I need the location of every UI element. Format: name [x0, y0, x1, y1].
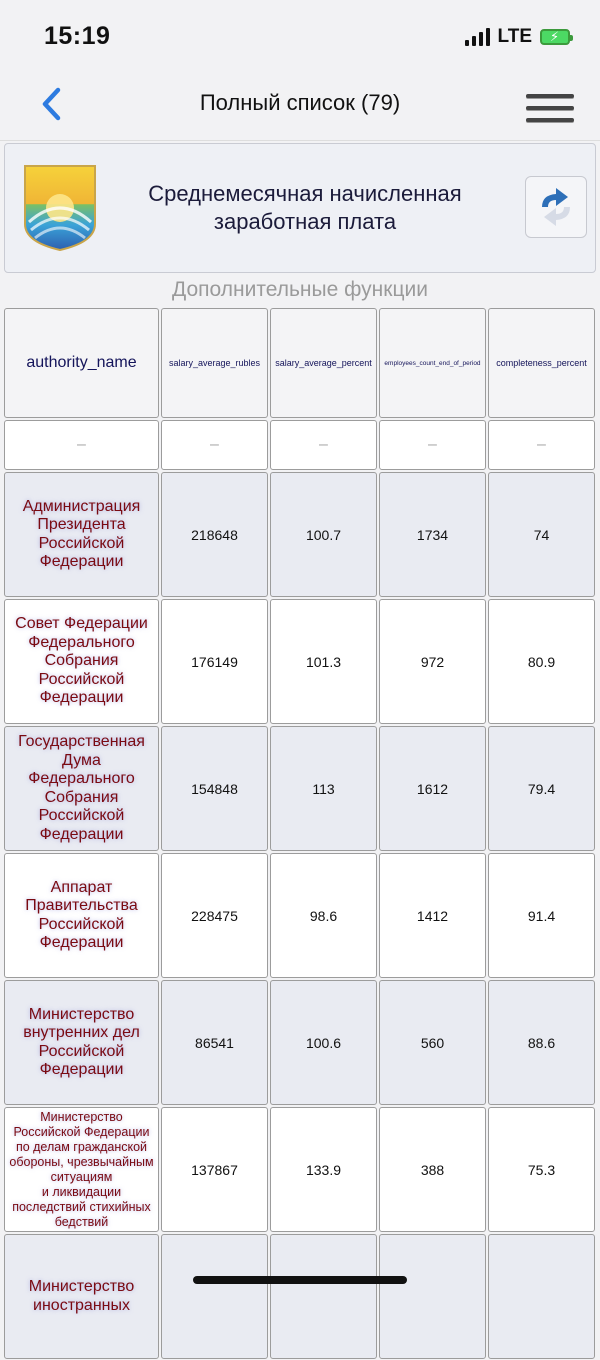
authority-name: [21, 879, 141, 953]
filter-completeness[interactable]: –: [488, 420, 595, 470]
emblem-logo: [23, 164, 97, 252]
column-header-salary-average-rubles[interactable]: salary_average_rubles: [161, 308, 268, 418]
authority-name-line: Аппарат: [50, 878, 113, 896]
authority-name-line: бедствий: [54, 1214, 109, 1229]
employees-count-cell[interactable]: 388: [379, 1107, 486, 1232]
report-title-line1: Среднемесячная начисленная: [148, 181, 462, 206]
report-header: [4, 143, 596, 273]
authority-name-line: Собрания: [44, 652, 119, 670]
table-row[interactable]: [3, 471, 597, 598]
authority-name-line: Российской: [38, 534, 125, 552]
employees-count-cell[interactable]: 1734: [379, 472, 486, 597]
completeness-cell[interactable]: 80.9: [488, 599, 595, 724]
employees-count-cell[interactable]: [379, 1234, 486, 1359]
authority-name-line: Российской Федерации: [13, 1124, 150, 1139]
table-row[interactable]: [3, 979, 597, 1106]
authority-name-line: Министерство: [28, 1005, 135, 1023]
hamburger-menu-icon[interactable]: [526, 94, 574, 128]
completeness-cell[interactable]: 88.6: [488, 980, 595, 1105]
signal-icon: [465, 28, 490, 46]
battery-icon: ⚡: [540, 29, 570, 45]
table-row[interactable]: [3, 1106, 597, 1233]
navigation-bar: [0, 70, 600, 141]
status-bar: [0, 0, 600, 70]
authority-name-line: Российской: [38, 807, 125, 824]
authority-name: [19, 498, 145, 572]
filter-salary-rubles[interactable]: –: [161, 420, 268, 470]
completeness-cell[interactable]: 75.3: [488, 1107, 595, 1232]
table-filter-row: [3, 419, 597, 471]
salary-rubles-cell[interactable]: [161, 1234, 268, 1359]
authority-name-cell[interactable]: [4, 599, 159, 724]
employees-count-cell[interactable]: 560: [379, 980, 486, 1105]
salary-percent-cell[interactable]: 100.6: [270, 980, 377, 1105]
authority-name-line: Администрация: [22, 497, 141, 515]
salary-percent-cell[interactable]: 113: [270, 726, 377, 851]
authority-name-line: ситуациям: [50, 1169, 113, 1184]
authority-name-cell[interactable]: [4, 472, 159, 597]
report-title-line2: заработная плата: [213, 209, 397, 234]
authority-name-line: Президента: [37, 516, 126, 533]
authority-name-line: Министерство: [40, 1109, 123, 1124]
data-table: [3, 307, 597, 1360]
column-header-authority-name[interactable]: authority_name: [4, 308, 159, 418]
refresh-arrows-icon: [526, 177, 586, 237]
authority-name-line: Дума: [62, 751, 101, 769]
salary-percent-cell[interactable]: 98.6: [270, 853, 377, 978]
authority-name-line: Совет Федерации: [15, 615, 148, 633]
salary-rubles-cell[interactable]: 137867: [161, 1107, 268, 1232]
authority-name: [19, 1006, 144, 1080]
column-header-completeness-percent[interactable]: completeness_percent: [488, 308, 595, 418]
table-row[interactable]: [3, 598, 597, 725]
status-icons: [465, 26, 570, 48]
authority-name-line: Федерального: [28, 633, 135, 651]
authority-name-line: иностранных: [33, 1296, 130, 1314]
filter-employees-count[interactable]: –: [379, 420, 486, 470]
column-header-employees-count[interactable]: employees_count_end_of_period: [379, 308, 486, 418]
salary-rubles-cell[interactable]: 176149: [161, 599, 268, 724]
authority-name-line: обороны, чрезвычайным: [9, 1154, 154, 1169]
authority-name-line: и ликвидации: [41, 1184, 122, 1199]
completeness-cell[interactable]: 91.4: [488, 853, 595, 978]
salary-rubles-cell[interactable]: 218648: [161, 472, 268, 597]
employees-count-cell[interactable]: 1612: [379, 726, 486, 851]
table-row[interactable]: [3, 1233, 597, 1360]
authority-name-line: Государственная: [18, 733, 145, 750]
authority-name-line: последствий стихийных: [12, 1199, 151, 1214]
status-time: 15:19: [44, 22, 111, 50]
salary-rubles-cell[interactable]: 86541: [161, 980, 268, 1105]
salary-percent-cell[interactable]: 101.3: [270, 599, 377, 724]
completeness-cell[interactable]: 74: [488, 472, 595, 597]
authority-name-line: Российской: [38, 670, 125, 688]
authority-name-line: Федерации: [39, 689, 124, 707]
authority-name-line: Федерации: [39, 553, 124, 570]
authority-name: [5, 1110, 157, 1230]
authority-name-line: Федерации: [39, 934, 124, 951]
column-header-salary-average-percent[interactable]: salary_average_percent: [270, 308, 377, 418]
filter-salary-percent[interactable]: –: [270, 420, 377, 470]
table-row[interactable]: [3, 725, 597, 852]
authority-name-cell[interactable]: [4, 1107, 159, 1232]
authority-name-line: по делам гражданской: [15, 1139, 148, 1154]
network-label: LTE: [497, 26, 532, 47]
additional-functions-link[interactable]: Дополнительные функции: [172, 278, 428, 301]
authority-name: [14, 733, 149, 844]
completeness-cell[interactable]: [488, 1234, 595, 1359]
salary-rubles-cell[interactable]: 228475: [161, 853, 268, 978]
refresh-button[interactable]: [525, 176, 587, 238]
authority-name-line: внутренних дел: [23, 1024, 140, 1041]
table-body: [3, 471, 597, 1360]
authority-name-line: Федерации: [39, 1061, 124, 1078]
salary-percent-cell[interactable]: 100.7: [270, 472, 377, 597]
authority-name-cell[interactable]: [4, 726, 159, 851]
page-title: Полный список (79): [199, 90, 401, 115]
salary-percent-cell[interactable]: 133.9: [270, 1107, 377, 1232]
salary-percent-cell[interactable]: [270, 1234, 377, 1359]
authority-name-line: Министерство: [28, 1278, 135, 1295]
table-row[interactable]: [3, 852, 597, 979]
report-title: [115, 180, 495, 236]
authority-name-line: Федерального: [28, 770, 135, 787]
authority-name-cell[interactable]: [4, 853, 159, 978]
authority-name-cell[interactable]: [4, 980, 159, 1105]
completeness-cell[interactable]: 79.4: [488, 726, 595, 851]
authority-name-line: Федерации: [39, 825, 124, 843]
authority-name-line: Российской: [38, 1042, 125, 1060]
filter-authority-name[interactable]: –: [4, 420, 159, 470]
authority-name: [25, 1278, 139, 1315]
table-header-row: [3, 307, 597, 419]
salary-rubles-cell[interactable]: 154848: [161, 726, 268, 851]
home-indicator[interactable]: [193, 1276, 407, 1284]
authority-name-cell[interactable]: [4, 1234, 159, 1359]
authority-name-line: Собрания: [44, 788, 119, 806]
employees-count-cell[interactable]: 1412: [379, 853, 486, 978]
employees-count-cell[interactable]: 972: [379, 599, 486, 724]
authority-name-line: Российской: [38, 915, 125, 933]
authority-name-line: Правительства: [25, 897, 138, 914]
authority-name: [11, 615, 152, 708]
